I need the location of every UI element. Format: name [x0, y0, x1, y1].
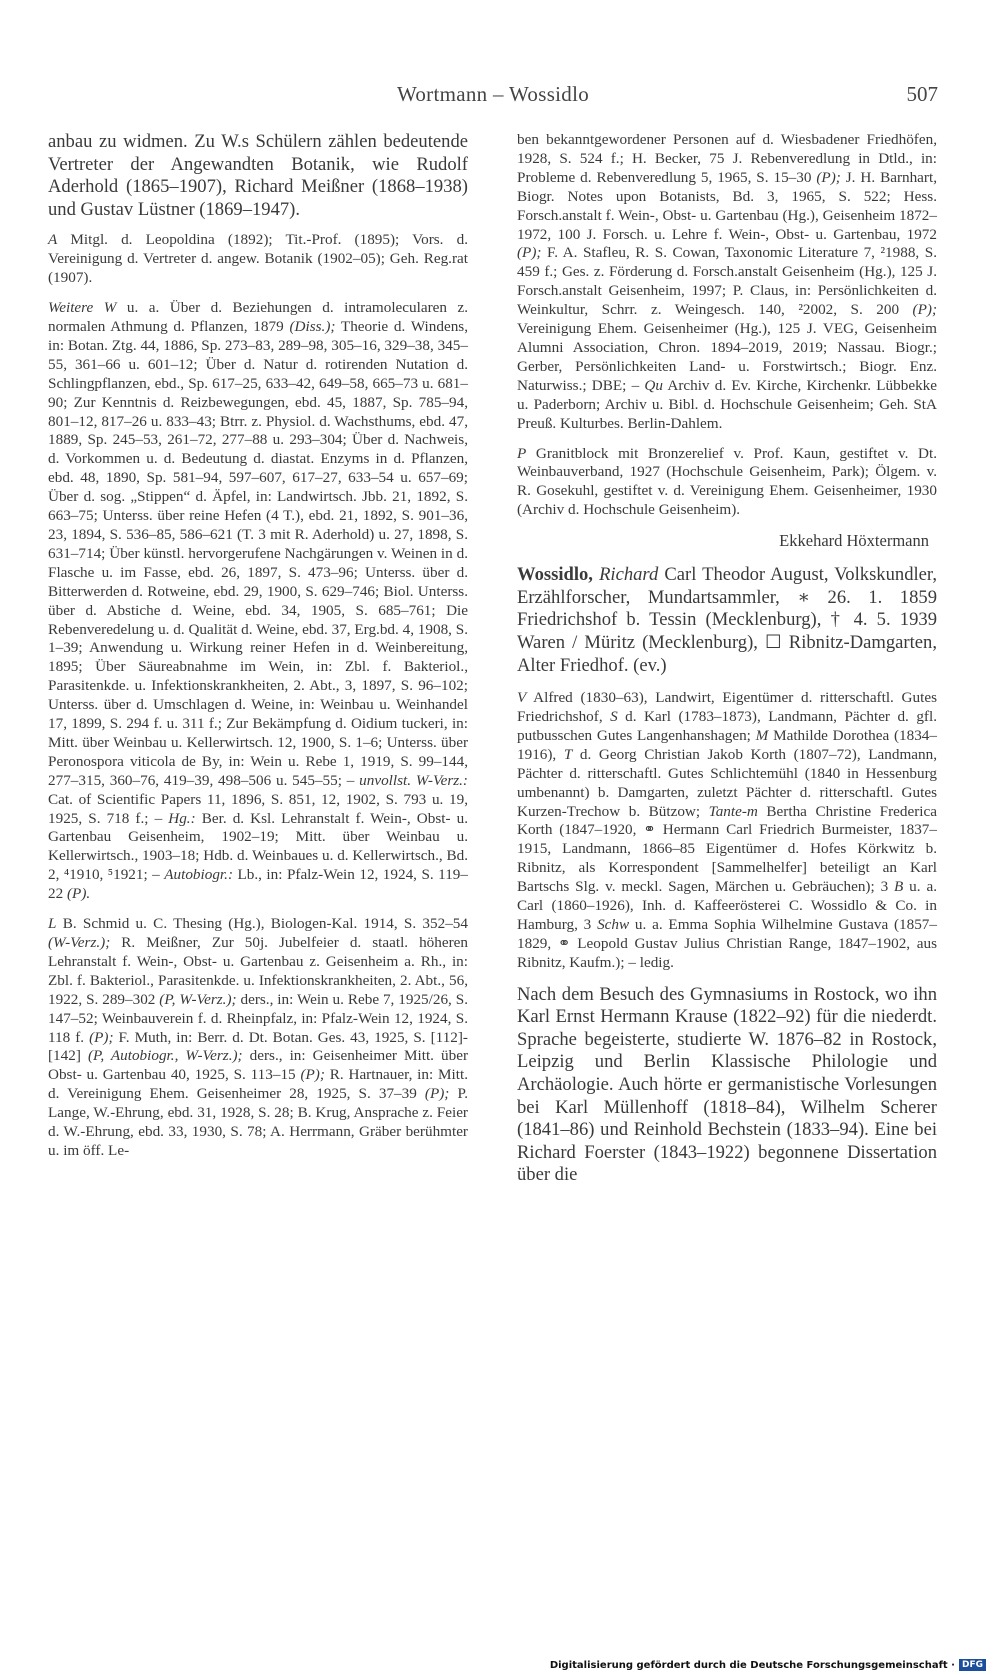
works-text: u. a. Über d. Beziehungen d. intramolecularen z. normalen Athmung d. Pflanzen, 1879 — [48, 299, 469, 335]
section-label-p: P — [517, 444, 527, 462]
page-number: 507 — [906, 82, 938, 106]
literature-text: J. H. Barnhart, Biogr. Notes upon Botanists, Bd. 3, 1965, S. 522; Hess. Forsch.anstalt f. Wein-, Obst- u. Gartenbau (Hg.), Geisenheim 1872–1972, 100 J. Forsch. u. Lehre f. Wein-, Obst- u. Gartenbau, 1972 — [517, 168, 938, 243]
works-text: Lb., in: Pfalz-Wein 12, 1924, S. 119–22 — [48, 866, 468, 903]
dfg-logo-icon: DFG — [959, 1659, 986, 1671]
literature-italic: (P); — [424, 1085, 450, 1103]
literature-text: F. A. Stafleu, R. S. Cowan, Taxonomic Literature 7, ²1988, S. 459 f.; Ges. z. Förderung d. Forsch.anstalt Geisenheim (Hg.), 125 J. Forsch.anstalt Geisenheim, 1997; P. Claus, in: Persönlichkeiten d. Weinkultur, Schrr. z. Weingesch. 140, ²2002, S. 200 — [517, 244, 937, 319]
entry-given-name: Richard — [599, 564, 659, 586]
genealogy-text: Mathilde Dorothea (1834–1916), — [517, 726, 937, 763]
literature-text: R. Hartnauer, in: Mitt. d. Vereinigung Ehem. Geisenheimer 28, 1925, S. 37–39 — [48, 1066, 468, 1103]
genealogy-italic: T — [563, 745, 573, 763]
genealogy-text: Bertha Christine Frederica Korth (1847–1920, ⚭ Hermann Carl Friedrich Burmeister, 1837–1915, Landmann, 1866–85 Eigentümer d. Hofes Körkwitz b. Ribnitz, als Korrespondent [Sammelhelfer] beteiligt an Karl Bartschs Slg. v. meckl. Sagen, Märchen u. Gebräuchen); 3 — [517, 802, 937, 896]
literature-text: Archiv d. Ev. Kirche, Kirchenkr. Lübbekke u. Paderborn; Archiv u. Bibl. d. Hochschule Geisenheim; Geh. StA Preuß. Kulturbes. Berlin-Dahlem. — [517, 376, 937, 432]
literature-text: B. Schmid u. C. Thesing (Hg.), Biologen-Kal. 1914, S. 352–54 — [56, 915, 468, 933]
left-column — [48, 131, 468, 1172]
literature-text: P. Lange, W.-Ehrung, ebd. 31, 1928, S. 28; B. Krug, Ansprache z. Feier d. W.-Ehrung, ebd. 33, 1930, S. 78; A. Herrmann, Gräber berühmter u. im öff. Le- — [48, 1085, 468, 1159]
literature-italic: (P); — [912, 301, 937, 319]
works-section — [48, 299, 468, 904]
entry-surname: Wossidlo, — [517, 564, 593, 586]
sources-label: Qu — [644, 376, 663, 394]
works-italic: unvollst. W-Verz.: — [359, 771, 468, 789]
literature-italic: (W-Verz.); — [48, 934, 111, 951]
literature-text: Vereinigung Ehem. Geisenheimer (Hg.), 125 J. VEG, Geisenheim Alumni Association, Chron. 1894–2019, 2019; Nassau. Biogr.; Gerber, Persönlichkeiten Land- u. Forstwirtsch.; Biogr. Enz. Naturwiss.; DBE; – — [517, 320, 937, 394]
works-text: Ber. d. Ksl. Lehranstalt f. Wein-, Obst- u. Gartenbau Geisenheim, 1902–19; Mitt. über Weinbau u. Kellerwirtsch., 1903–18; Hdb. d. Weinbaues u. d. Kellerwirtsch., Bd. 2, ⁴1910, ⁵1921; – — [48, 809, 468, 884]
genealogy-text: Alfred (1830–63), Landwirt, Eigentümer d. ritterschaftl. Gutes Friedrichshof, — [517, 689, 937, 725]
works-italic: Hg.: — [168, 809, 196, 827]
entry-heading-text: Carl Theodor August, Volkskundler, Erzählforscher, Mundartsammler, ∗ 26. 1. 1859 Friedrichshof b. Tessin (Mecklenburg), † 4. 5. 1939 Waren / Müritz (Mecklenburg), ☐ Ribnitz-Damgarten, Alter Friedhof. (ev.) — [517, 564, 938, 676]
literature-text: ders., in: Geisenheimer Mitt. über Obst- u. Gartenbau 40, 1925, S. 113–15 — [48, 1047, 468, 1084]
literature-italic: (P); — [517, 244, 542, 262]
works-text: Cat. of Scientific Papers 11, 1896, S. 851, 12, 1902, S. 793 u. 19, 1925, S. 718 f.; – — [48, 790, 468, 827]
intro-paragraph: anbau zu widmen. Zu W.s Schülern zählen bedeutende Vertreter der Angewandten Botanik, wie Rudolf Aderhold (1865–1907), Richard Meißner (1868–1938) und Gustav Lüstner (1869–1947). — [48, 131, 468, 220]
genealogy-italic: S — [610, 708, 618, 725]
literature-italic: (P, Autobiogr., W-Verz.); — [87, 1047, 243, 1065]
literature-italic: (P); — [300, 1066, 325, 1084]
right-column — [517, 131, 937, 1197]
genealogy-italic: Schw — [597, 915, 630, 933]
genealogy-text: d. Karl (1783–1873), Landmann, Pächter d. gfl. putbusschen Gutes Langenhanshagen; — [517, 708, 938, 744]
biography-paragraph: Nach dem Besuch des Gymnasiums in Rostock, wo ihn Karl Ernst Hermann Krause (1822–92) für die niederdt. Sprache begeisterte, studierte W. 1876–82 in Rostock, Leipzig und Berlin Klassische Philologie und Archäologie. Auch hörte er germanistische Vorlesungen bei Karl Müllenhoff (1818–84), Wilhelm Scherer (1841–86) und Reinhold Bechstein (1833–94). Eine bei Richard Foerster (1843–1922) begonnene Dissertation über die — [517, 983, 937, 1186]
literature-italic: (P, W-Verz.); — [159, 990, 237, 1008]
works-italic: Autobiogr.: — [164, 866, 234, 884]
entry-heading — [517, 564, 937, 677]
literature-text: F. Muth, in: Berr. d. Dt. Botan. Ges. 43, 1925, S. [112]-[142] — [48, 1028, 468, 1065]
literature-continued — [517, 131, 937, 434]
genealogy-text: u. a. Emma Sophia Wilhelmine Gustava (1857–1829, ⚭ Leopold Gustav Julius Christian Range, 1847–1902, aus Ribnitz, Kaufm.); – ledig. — [517, 915, 937, 971]
page-header — [48, 82, 938, 112]
running-head: Wortmann – Wossidlo — [396, 82, 590, 106]
genealogy-text: d. Georg Christian Jakob Korth (1807–72), Landmann, Pächter d. ritterschaftl. Gutes Schlichtemühl (1840 in Hessenburg umbenannt) b. Damgarten, zuletzt Pächter d. ritterschaftl. Gutes Kurzen-Trechow b. Bützow; — [517, 745, 937, 820]
honors-text: Mitgl. d. Leopoldina (1892); Tit.-Prof. (1895); Vors. d. Vereinigung d. Vertreter d. angew. Botanik (1902–05); Geh. Reg.rat (1907). — [48, 231, 468, 287]
literature-section — [48, 915, 468, 1161]
genealogy-italic: B — [894, 878, 904, 896]
literature-text: ben bekanntgewordener Personen auf d. Wiesbadener Friedhöfen, 1928, S. 524 f.; H. Becker, 75 J. Rebenveredlung in Dtld., in: Probleme d. Rebenveredlung 5, 1965, S. 15–30 — [517, 131, 937, 186]
portraits-section — [517, 445, 937, 521]
literature-text: ders., in: Wein u. Rebe 7, 1925/26, S. 147–52; Weinbauverein f. d. Rheinpfalz, in: Pfalz-Wein 12, 1924, S. 118 f. — [48, 990, 468, 1046]
genealogy-italic: M — [755, 726, 769, 744]
works-italic: (Diss.); — [289, 318, 336, 335]
genealogy-italic: Tante-m — [708, 802, 758, 820]
works-italic: (P). — [66, 885, 91, 903]
section-label-v: V — [517, 689, 527, 707]
works-text: Theorie d. Windens, in: Botan. Ztg. 44, 1886, Sp. 273–83, 289–98, 305–16, 329–38, 345–55, 361–66 u. 601–12; Über d. Natur d. rotirenden Nutation d. Schlingpflanzen, ebd., Sp. 617–25, 633–42, 649–58, 665–73 u. 681–90; Zur Kenntnis d. Reizbewegungen, ebd. 45, 1887, Sp. 785–94, 801–12, 817–26 u. 833–43; Btrr. z. Physiol. d. Wachsthums, ebd. 47, 1889, Sp. 245–53, 261–72, 277–88 u. 293–304; Über d. Nachweis, d. Vorkommen u. d. Bedeutung d. diastat. Enzyms in d. Pflanzen, ebd. 48, 1890, Sp. 581–94, 597–607, 617–27, 633–54 u. 657–69; Über d. sog. „Stippen“ d. Äpfel, in: Landwirtsch. Jbb. 21, 1892, S. 663–75; Unterss. über reine Hefen (4 T.), ebd. 21, 1892, S. 901–36, 23, 1894, S. 536–85, 586–621 (T. 3 mit R. Aderhold) u. 27, 1898, S. 631–714; Über künstl. hervorgerufene Nachgärungen v. Weinen in d. Flasche u. im Fasse, ebd. 26, 1897, S. 473–96; Unterss. über d. Bitterwerden d. Rotweine, ebd. 29, 1900, S. 629–746; Biol. Unterss. über d. Abstiche d. Weine, ebd. 34, 1905, S. 685–761; Die Rebenveredelung u. d. Qualität d. Weine, ebd. 37, Erg.bd. 4, 1908, S. 1–39; Anwendung u. Wirkung reiner Hefen in d. Weinbereitung, 1895; Über Säureabnahme im Wein, in: Zbl. f. Bakteriol., Parasitenkde. u. Infektionskrankheiten, 2. Abt., 3, 1897, S. 96–102; Unterss. über d. Umschlagen d. Weine, in: Weinbau u. Weinhandel 17, 1899, S. 294 f. u. 311 f.; Zur Bekämpfung d. Oidium tuckeri, in: Mitt. über Weinbau u. Kellerwirtsch. 12, 1900, S. 1–6; Unterss. über Peronospora viticola de By, in: Wein u. Rebe 1, 1919, S. 99–144, 277–315, 360–76, 419–39, 498–506 u. 545–55; – — [48, 318, 469, 789]
portraits-text: Granitblock mit Bronzerelief v. Prof. Kaun, gestiftet v. Dt. Weinbauverband, 1927 (Hochschule Geisenheim, Park); Ölgem. v. R. Gosekuhl, gestiftet v. d. Vereinigung Ehem. Geisenheimer, 1930 (Archiv d. Hochschule Geisenheim). — [517, 444, 937, 519]
literature-italic: (P); — [89, 1028, 114, 1046]
honors-section — [48, 231, 468, 288]
section-label-l: L — [48, 915, 57, 933]
genealogy-section — [517, 689, 937, 973]
footer-text: Digitalisierung gefördert durch die Deutsche Forschungsgemeinschaft · — [549, 1659, 955, 1671]
section-label-a: A — [48, 231, 58, 249]
literature-text: R. Meißner, Zur 50j. Jubelfeier d. staatl. höheren Lehranstalt f. Wein-, Obst- u. Gartenbau z. Geisenheim a. Rh., in: Zbl. f. Bakteriol., Parasitenkde. u. Infektionskrankheiten, 2. Abt., 56, 1922, S. 289–302 — [48, 934, 468, 1008]
article-author: Ekkehard Höxtermann — [779, 531, 929, 551]
digitization-footer — [550, 1659, 986, 1671]
section-label-w: Weitere W — [48, 299, 117, 317]
genealogy-text: u. a. Carl (1860–1926), Inh. d. Kaffeerösterei C. Wossidlo & Co. in Hamburg, 3 — [517, 878, 937, 933]
literature-italic: (P); — [816, 168, 841, 186]
